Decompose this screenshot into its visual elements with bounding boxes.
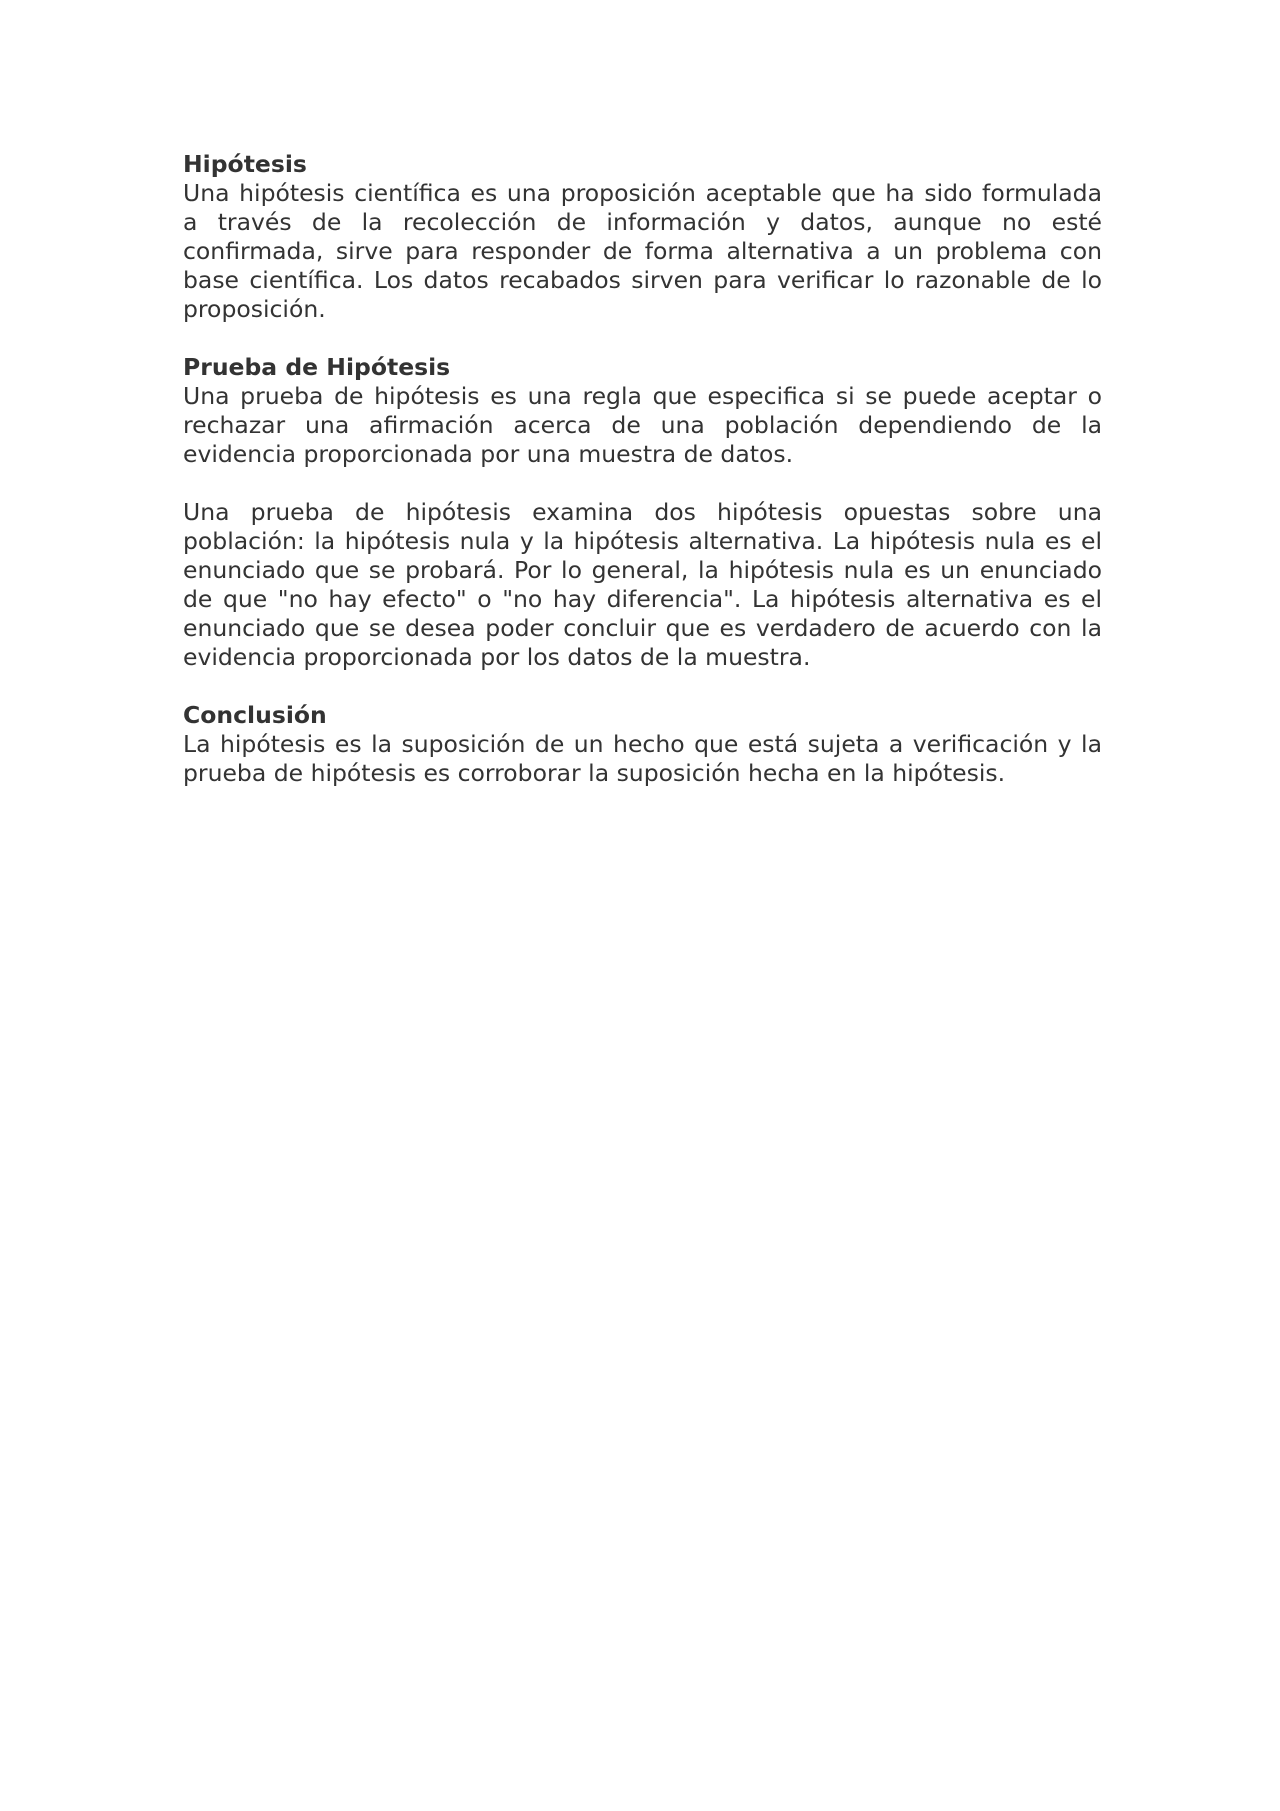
section-heading: Prueba de Hipótesis [183,353,451,381]
section-heading: Conclusión [183,701,327,729]
paragraph: Una prueba de hipótesis examina dos hipótesis opuestas sobre una población: la hipótesis nula y la hipótesis alternativa. La hipótesis nula es el enunciado que se probará. Por lo general, la hipótesis nula es un enunciado de que "no hay efecto" o "no hay diferencia". La hipótesis alternativa es el enunciado que se desea poder concluir que es verdadero de acuerdo con la evidencia proporcionada por los datos de la muestra. [183,498,1102,671]
document-body [183,150,1102,788]
section-hipotesis [183,150,1102,324]
section-heading: Hipótesis [183,150,307,178]
section-prueba-de-hipotesis [183,353,1102,672]
paragraph: Una hipótesis científica es una proposición aceptable que ha sido formulada a través de la recolección de información y datos, aunque no esté confirmada, sirve para responder de forma alternativa a un problema con base científica. Los datos recabados sirven para verificar lo razonable de lo proposición. [183,179,1102,323]
paragraph: La hipótesis es la suposición de un hecho que está sujeta a verificación y la prueba de hipótesis es corroborar la suposición hecha en la hipótesis. [183,730,1102,787]
paragraph-spacer [183,469,1102,498]
section-spacer [183,324,1102,353]
paragraph: Una prueba de hipótesis es una regla que especifica si se puede aceptar o rechazar una afirmación acerca de una población dependiendo de la evidencia proporcionada por una muestra de datos. [183,382,1102,468]
section-conclusion [183,701,1102,788]
section-spacer [183,672,1102,701]
